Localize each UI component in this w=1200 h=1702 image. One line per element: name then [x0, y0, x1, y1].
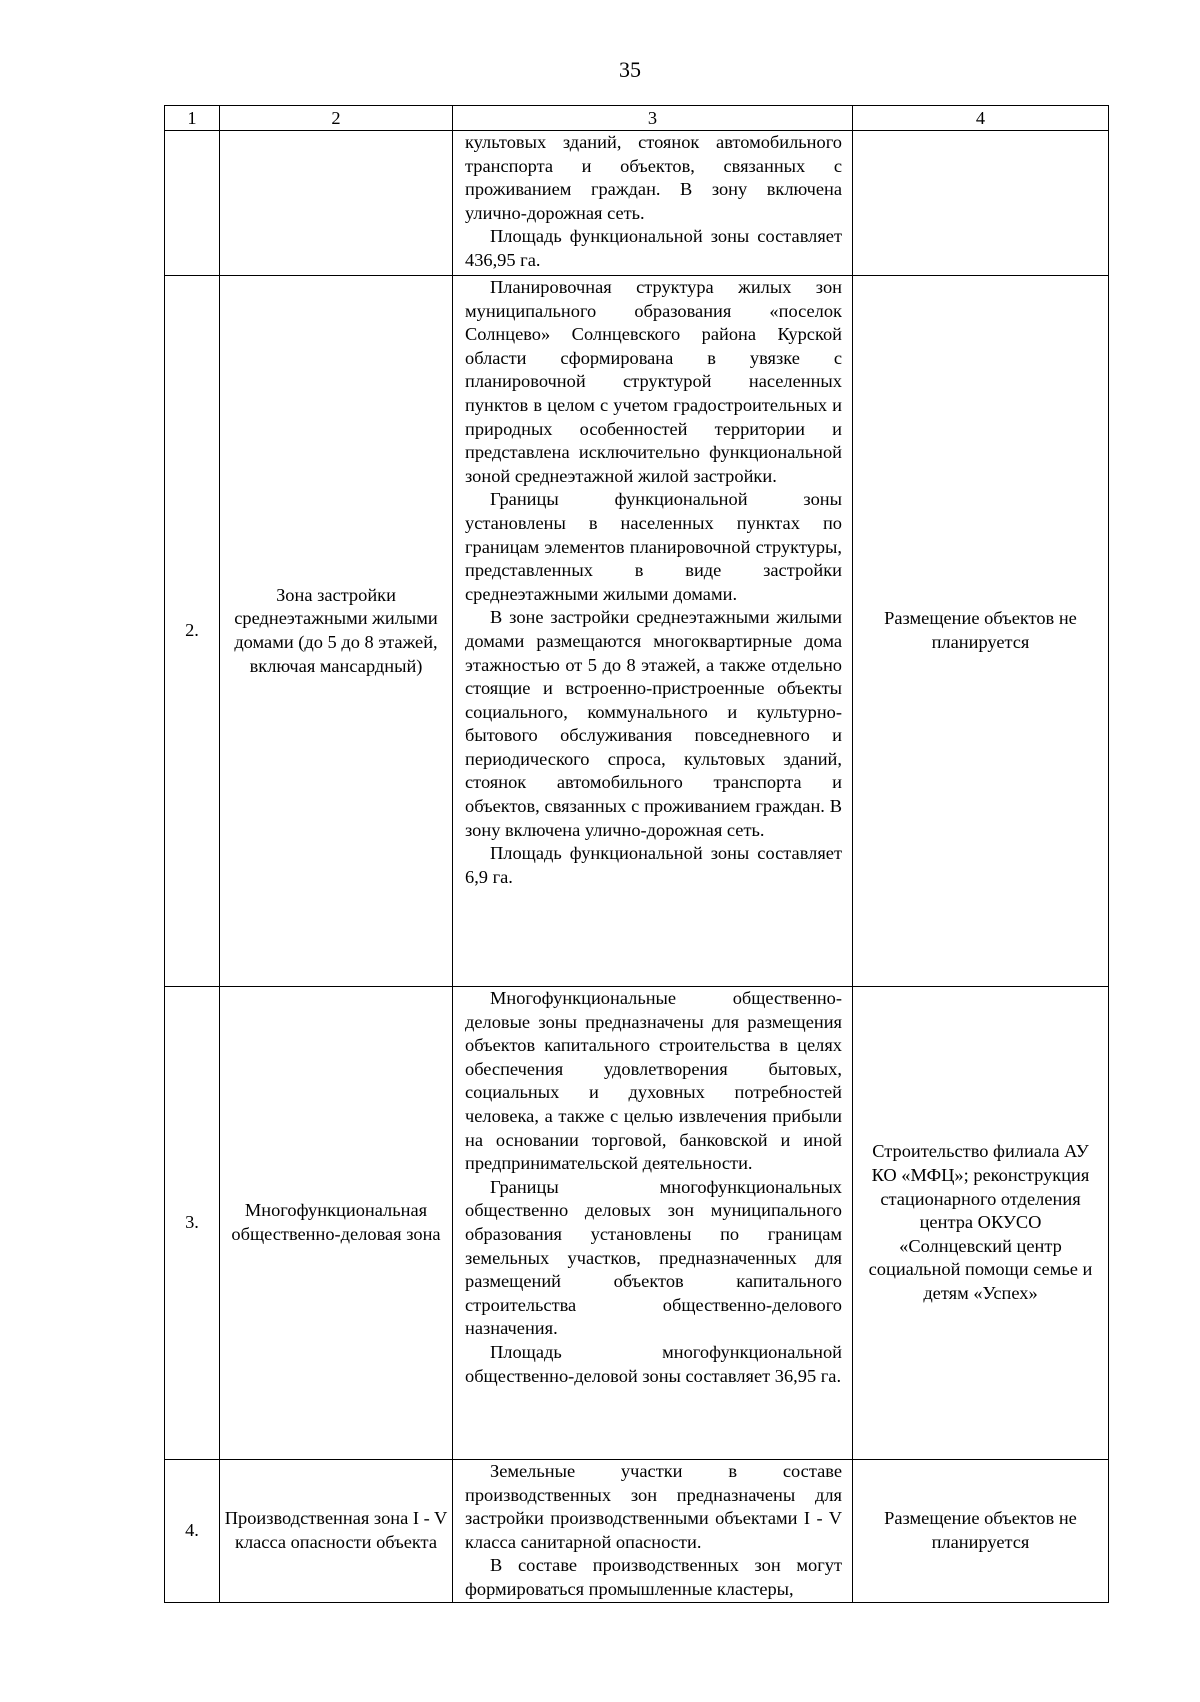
zone-description	[453, 131, 853, 276]
header-col-1: 1	[165, 106, 220, 131]
zone-description	[453, 987, 853, 1460]
description-paragraph: Планировочная структура жилых зон муниципального образования «поселок Солнцево» Солнцевского района Курской области сформирована в увязке с планировочной структурой населенных пунктов в целом с учетом градостроительных и природных особенностей территории и представлена исключительно функциональной зоной среднеэтажной жилой застройки.	[465, 277, 842, 486]
description-paragraph: В зоне застройки среднеэтажными жилыми домами размещаются многоквартирные дома этажностью от 5 до 8 этажей, а также отдельно стоящие и встроенно-пристроенные объекты социального, коммунального и культурно-бытового обслуживания повседневного и периодического спроса, культовых зданий, стоянок автомобильного транспорта и объектов, связанных с проживанием граждан. В зону включена улично-дорожная сеть.	[465, 607, 842, 840]
row-number: 2.	[165, 276, 220, 987]
row-number	[165, 131, 220, 276]
zone-name: Зона застройки среднеэтажными жилыми домами (до 5 до 8 этажей, включая мансардный)	[220, 276, 453, 987]
description-paragraph: Площадь многофункциональной общественно-деловой зоны составляет 36,95 га.	[465, 1341, 842, 1386]
header-col-2: 2	[220, 106, 453, 131]
planned-objects: Строительство филиала АУ КО «МФЦ»; реконструкция стационарного отделения центра ОКУСО «Солнцевский центр социальной помощи семье и детям «Успех»	[853, 987, 1109, 1460]
zone-name: Производственная зона I - V класса опасности объекта	[220, 1460, 453, 1603]
zone-name: Многофункциональная общественно-деловая зона	[220, 987, 453, 1460]
header-col-3: 3	[453, 106, 853, 131]
header-col-4: 4	[853, 106, 1109, 131]
zone-description	[453, 276, 853, 987]
row-number: 4.	[165, 1460, 220, 1603]
description-paragraph: Площадь функциональной зоны составляет 6,9 га.	[465, 843, 842, 887]
table-header-row	[165, 106, 1109, 131]
zones-table	[164, 105, 1109, 1603]
description-paragraph: Границы многофункциональных общественно деловых зон муниципального образования установлены по границам земельных участков, предназначенных для размещений объектов капитального строительства общественно-делового назначения.	[465, 1176, 842, 1339]
table-row	[165, 987, 1109, 1460]
description-paragraph: В составе производственных зон могут формироваться промышленные кластеры,	[465, 1555, 842, 1599]
description-paragraph: Границы функциональной зоны установлены в населенных пунктах по границам элементов планировочной структуры, представленных в виде застройки среднеэтажными жилыми домами.	[465, 489, 842, 604]
zone-name	[220, 131, 453, 276]
description-paragraph: Площадь функциональной зоны составляет 436,95 га.	[465, 226, 842, 270]
row-number: 3.	[165, 987, 220, 1460]
description-paragraph: культовых зданий, стоянок автомобильного транспорта и объектов, связанных с проживанием граждан. В зону включена улично-дорожная сеть.	[465, 132, 842, 223]
table-row	[165, 1460, 1109, 1603]
planned-objects: Размещение объектов не планируется	[853, 1460, 1109, 1603]
page-number: 35	[619, 57, 641, 82]
planned-objects	[853, 131, 1109, 276]
table-row	[165, 276, 1109, 987]
description-paragraph: Земельные участки в составе производственных зон предназначены для застройки производственными объектами I - V класса санитарной опасности.	[465, 1461, 842, 1552]
table-row	[165, 131, 1109, 276]
zone-description	[453, 1460, 853, 1603]
description-paragraph: Многофункциональные общественно-деловые зоны предназначены для размещения объектов капитального строительства в целях обеспечения удовлетворения бытовых, социальных и духовных потребностей человека, а также с целью извлечения прибыли на основании торговой, банковской и иной предпринимательской деятельности.	[465, 988, 842, 1174]
planned-objects: Размещение объектов не планируется	[853, 276, 1109, 987]
